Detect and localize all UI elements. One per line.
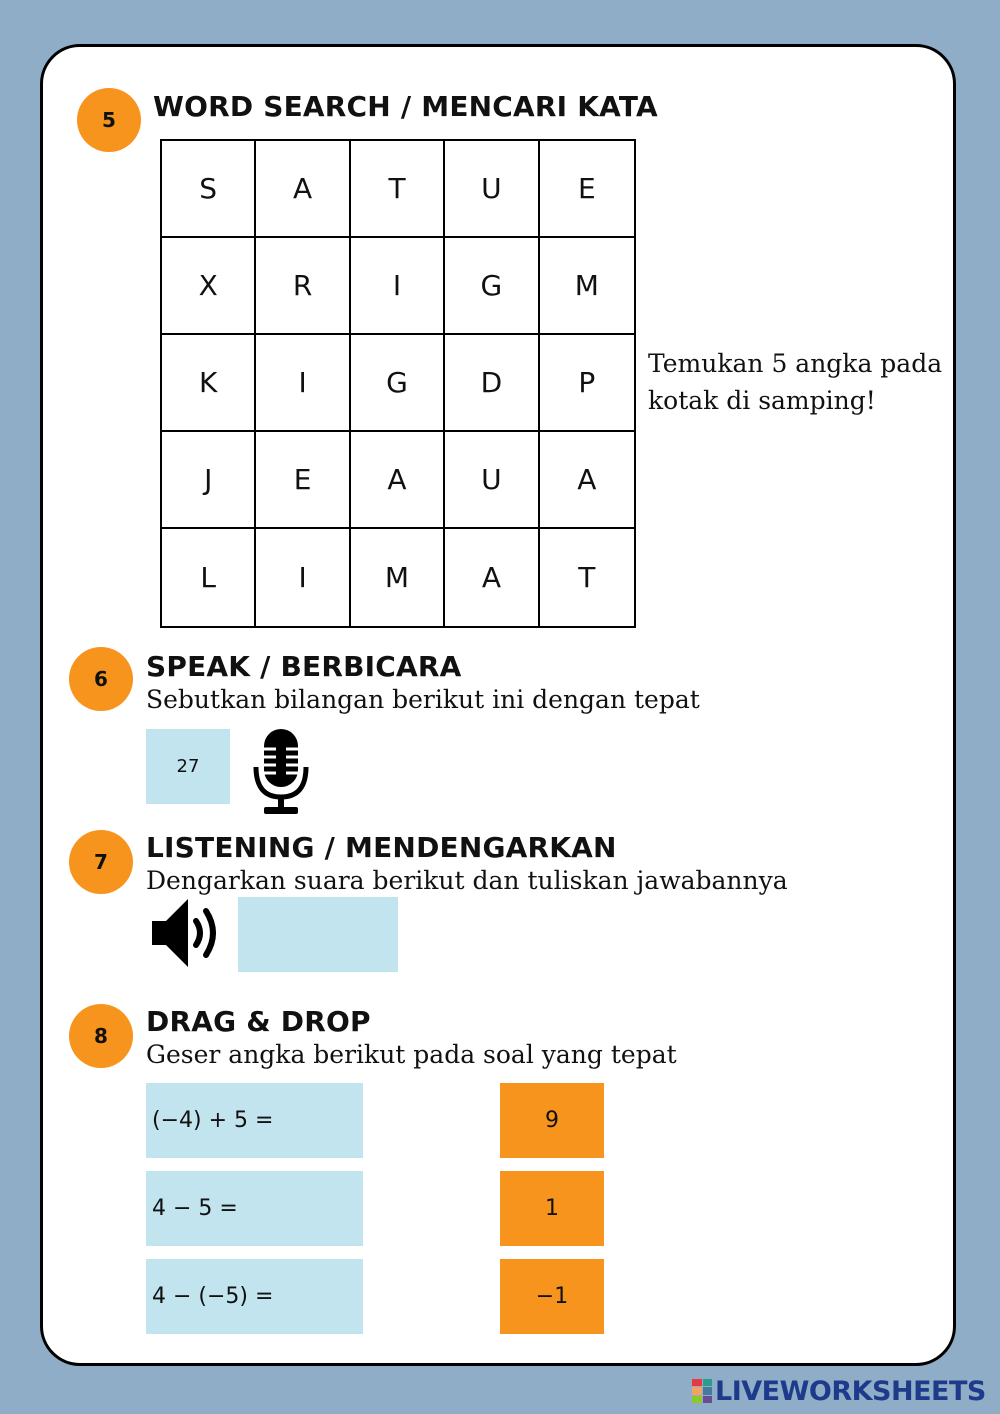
grid-cell[interactable]: P — [540, 335, 634, 432]
section-5-badge: 5 — [77, 88, 141, 152]
grid-cell[interactable]: R — [256, 238, 350, 335]
word-search-grid — [160, 139, 636, 628]
drop-target-question[interactable]: 4 − 5 = — [146, 1171, 363, 1246]
instruction-line-1: Temukan 5 angka pada — [648, 349, 943, 378]
instruction-line-2: kotak di samping! — [648, 386, 876, 415]
grid-cell[interactable]: G — [351, 335, 445, 432]
grid-cell[interactable]: I — [256, 335, 350, 432]
section-7-subtitle: Dengarkan suara berikut dan tuliskan jawabannya — [146, 866, 788, 895]
grid-cell[interactable]: A — [256, 141, 350, 238]
section-8-title: DRAG & DROP — [146, 1005, 371, 1038]
draggable-answer[interactable]: −1 — [500, 1259, 604, 1334]
grid-cell[interactable]: U — [445, 141, 539, 238]
grid-cell[interactable]: G — [445, 238, 539, 335]
grid-cell[interactable]: A — [445, 529, 539, 626]
grid-cell[interactable]: I — [256, 529, 350, 626]
draggable-answer[interactable]: 1 — [500, 1171, 604, 1246]
grid-cell[interactable]: T — [578, 561, 596, 594]
grid-cell[interactable]: M — [351, 529, 445, 626]
section-6-badge: 6 — [69, 647, 133, 711]
section-7-badge: 7 — [69, 830, 133, 894]
grid-cell[interactable]: X — [162, 238, 256, 335]
grid-cell[interactable]: M — [540, 238, 634, 335]
drop-target-question[interactable]: 4 − (−5) = — [146, 1259, 363, 1334]
section-8-subtitle: Geser angka berikut pada soal yang tepat — [146, 1040, 677, 1069]
grid-cell[interactable]: K — [162, 335, 256, 432]
grid-cell[interactable]: T — [351, 141, 445, 238]
section-7-title: LISTENING / MENDENGARKAN — [146, 831, 617, 864]
brand-logo-icon — [692, 1379, 712, 1403]
word-search-instruction — [648, 345, 948, 419]
section-6-subtitle: Sebutkan bilangan berikut ini dengan tepat — [146, 685, 700, 714]
section-8-badge: 8 — [69, 1004, 133, 1068]
grid-cell[interactable]: J — [162, 432, 256, 529]
liveworksheets-brand — [692, 1374, 986, 1408]
speak-number-box: 27 — [146, 729, 230, 804]
grid-cell[interactable]: L — [162, 529, 256, 626]
grid-cell[interactable]: S — [162, 141, 256, 238]
grid-cell[interactable]: A — [351, 432, 445, 529]
section-5-title: WORD SEARCH / MENCARI KATA — [153, 90, 658, 123]
listening-answer-input[interactable] — [238, 897, 398, 972]
grid-cell[interactable]: U — [445, 432, 539, 529]
drop-target-question[interactable]: (−4) + 5 = — [146, 1083, 363, 1158]
microphone-icon[interactable] — [250, 727, 312, 817]
brand-name: LIVEWORKSHEETS — [715, 1375, 986, 1407]
draggable-answer[interactable]: 9 — [500, 1083, 604, 1158]
section-6-title: SPEAK / BERBICARA — [146, 650, 462, 683]
grid-cell[interactable]: E — [540, 141, 634, 238]
speaker-icon[interactable] — [150, 897, 224, 969]
grid-cell[interactable]: D — [445, 335, 539, 432]
grid-cell[interactable]: E — [256, 432, 350, 529]
grid-cell[interactable]: I — [351, 238, 445, 335]
grid-cell[interactable]: A — [540, 432, 634, 529]
